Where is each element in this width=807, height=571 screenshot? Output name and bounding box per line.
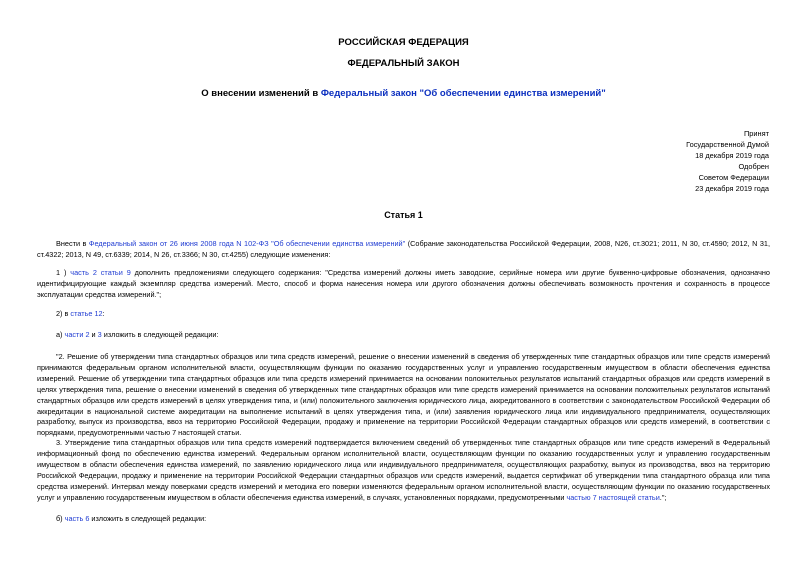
adopted-label: Принят bbox=[743, 129, 769, 138]
country-heading: РОССИЙСКАЯ ФЕДЕРАЦИЯ bbox=[338, 37, 469, 48]
paragraph-item-1 bbox=[37, 268, 770, 301]
approved-label: Одобрен bbox=[738, 162, 769, 171]
text-fragment: ."; bbox=[659, 492, 667, 502]
article-title: Статья 1 bbox=[384, 210, 423, 220]
law-title-prefix: О внесении изменений в bbox=[201, 88, 321, 99]
part-7-link[interactable]: частью 7 настоящей статьи bbox=[566, 492, 660, 502]
text-fragment: 1 ) bbox=[56, 268, 71, 277]
paragraph-part-2-text: "2. Решение об утверждении типа стандартных образцов или типа средств измерений, решение о внесении изменений в сведения об утвержденных типе стандартных образцов или типе средств измерений принимаются федеральным органом исполнительной власти, осуществляющим функции по оказанию государственных услуг и управлению государственным имуществом в области обеспечения единства измерений. Решение об утверждении типа стандартных образцов или типа средств измерений принимается на основании положительных результатов испытаний стандартных образцов или средств измерений в целях утверждения типа, решение о внесении изменений в сведения об утвержденных типе стандартных образцов или типе средств измерений принимается на основании положительных результатов испытаний стандартных образцов или средств измерений в целях утверждения типа, и (или) положительного заключения юридического лица, аккредитованного в соответствии с законодательством Российской Федерации об аккредитации в национальной системе аккредитации на выполнение испытаний в целях утверждения типа, и (или) заявления юридического лица или индивидуального предпринимателя, осуществляющих разработку, выпуск из производства, ввоз на территорию Российской Федерации, продажу и применение на территории Российской Федерации стандартных образцов или средств измерений, в соответствии с порядками, предусмотренными частью 7 настоящей статьи. bbox=[37, 352, 770, 438]
paragraph-part-3-text bbox=[37, 438, 770, 503]
part-6-link[interactable]: часть 6 bbox=[64, 514, 90, 523]
text-fragment: а) bbox=[56, 330, 65, 339]
adopted-date: 18 декабря 2019 года bbox=[695, 151, 769, 160]
text-fragment: 3. Утверждение типа стандартных образцов или типа средств измерений подтверждается включением сведений об утвержденных типе стандартных образцов или типе средств измерений в Федеральный информационный фонд по обеспечению единства измерений. Федеральным органом исполнительной власти, осуществляющим функции по оказанию государственных услуг и управлению государственным имуществом в области обеспечения единства измерений, по заявлению юридического лица или индивидуального предпринимателя, осуществляющих разработку, выпуск из производства, ввоз на территорию Российской Федерации, продажу и применение на территории Российской Федерации стандартных образцов или средств измерений, выдается сертификат об утверждении типа стандартного образца или типа средства измерений. Интервал между поверками средств измерений и методика его поверки изменяются федеральным органом исполнительной власти, осуществляющим функции по оказанию государственных услуг и управлению государственным имуществом в области обеспечения единства измерений, в случаях, установленных порядками, предусмотренными bbox=[37, 438, 770, 502]
part-2-link[interactable]: части 2 bbox=[64, 330, 90, 339]
text-fragment: (Собрание законодательства Российской Федерации, 2008, N26, ст.3021; 2011, N 30, ст.4590; 2012, N 31, ст.4322; 2013, N 49, ст.6339; 2014, N 26, ст.3366; N 30, ст.4255) следующие изменения: bbox=[37, 239, 771, 259]
law-type-heading: ФЕДЕРАЛЬНЫЙ ЗАКОН bbox=[347, 58, 460, 69]
paragraph-intro bbox=[37, 239, 770, 261]
text-fragment: : bbox=[102, 309, 105, 318]
text-fragment: дополнить предложениями следующего содержания: "Средства измерений должны иметь заводские, серийные номера или другие буквенно-цифровые обозначения, однозначно идентифицирующие каждый экземпляр средства измерений. Место, способ и форма нанесения номера или другого обозначения должны обеспечивать возможность прочтения и сохранность в процессе эксплуатации средства измерений."; bbox=[37, 268, 770, 299]
approved-date: 23 декабря 2019 года bbox=[695, 184, 769, 193]
law-title-link[interactable]: Федеральный закон "Об обеспечении единства измерений" bbox=[320, 88, 606, 99]
law-title bbox=[0, 88, 807, 99]
law-reference-link[interactable]: Федеральный закон от 26 июня 2008 года N 102-ФЗ "Об обеспечении единства измерений" bbox=[88, 239, 406, 248]
paragraph-item-2 bbox=[37, 309, 770, 320]
paragraph-sub-a bbox=[37, 330, 770, 341]
text-fragment: изложить в следующей редакции: bbox=[101, 330, 219, 339]
text-fragment: Внести в bbox=[56, 239, 89, 248]
adoption-block bbox=[609, 128, 769, 194]
article-12-link[interactable]: статье 12 bbox=[70, 309, 103, 318]
adopted-by: Государственной Думой bbox=[686, 140, 769, 149]
text-fragment: изложить в следующей редакции: bbox=[89, 514, 207, 523]
paragraph-sub-b bbox=[37, 514, 770, 525]
text-fragment: б) bbox=[56, 514, 65, 523]
part-3-link[interactable]: 3 bbox=[97, 330, 102, 339]
article-9-link[interactable]: часть 2 статьи 9 bbox=[70, 268, 131, 277]
text-fragment: 2) в bbox=[56, 309, 71, 318]
text-fragment: и bbox=[89, 330, 98, 339]
approved-by: Советом Федерации bbox=[698, 173, 769, 182]
